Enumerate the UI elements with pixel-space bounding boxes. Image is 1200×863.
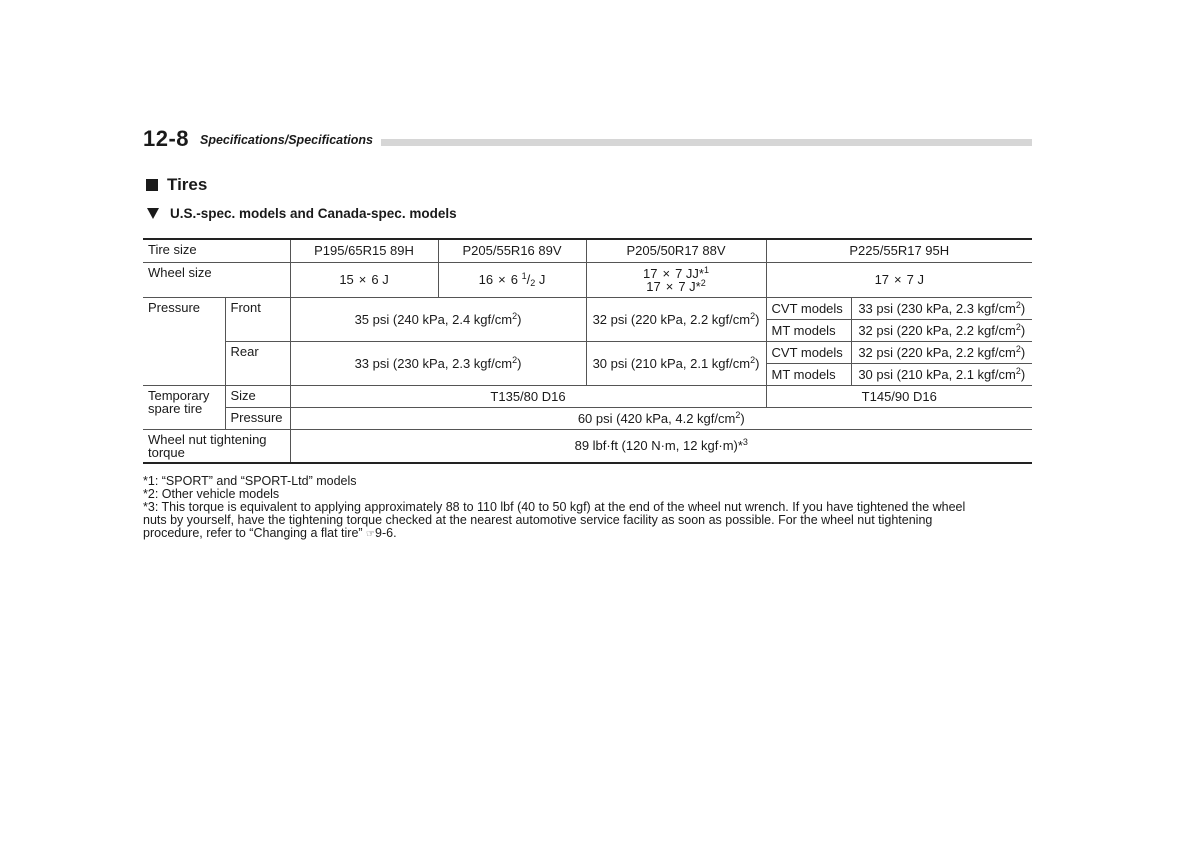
footnote-1: *1: “SPORT” and “SPORT-Ltd” models <box>143 474 357 488</box>
tire-size-cell: P205/55R16 89V <box>438 239 586 262</box>
wheel-size-cell: 15 × 6 J <box>290 262 438 297</box>
rear-pressure-cell: 33 psi (230 kPa, 2.3 kgf/$cm^2$) <box>290 341 586 385</box>
section-title <box>146 175 207 195</box>
header-title: Specifications/Specifications <box>200 133 373 147</box>
rear-pressure-cell: 30 psi (210 kPa, 2.1 kgf/$cm^2$) <box>851 363 1032 385</box>
wheel-size-cell: 17 × 7 J <box>766 262 1032 297</box>
footnote-3-line3: procedure, refer to “Changing a flat tire” ☞9-6. <box>143 526 397 540</box>
front-pressure-cell: 33 psi (230 kPa, 2.3 kgf/$cm^2$) <box>851 297 1032 319</box>
triangle-down-icon <box>147 208 159 219</box>
page-reference-icon: ☞ <box>366 529 376 540</box>
square-bullet-icon <box>146 179 158 191</box>
footnote-2: *2: Other vehicle models <box>143 487 280 501</box>
torque-label: Wheel nut tightening torque <box>143 429 290 463</box>
multiply-icon: × <box>665 278 674 294</box>
header-rule <box>381 139 1032 146</box>
torque-value-cell: 89 lbf·ft (120 N·m, 12 kgf·m)*$^3$ <box>290 429 1032 463</box>
spare-size-cell: T135/80 D16 <box>290 385 766 407</box>
footnotes <box>143 475 1033 541</box>
cvt-models-label: CVT models <box>766 341 851 363</box>
size-label: Size <box>225 385 290 407</box>
tire-size-cell: P195/65R15 89H <box>290 239 438 262</box>
multiply-icon: × <box>358 272 367 287</box>
page-header <box>143 126 1032 152</box>
front-pressure-cell: 32 psi (220 kPa, 2.2 kgf/$cm^2$) <box>586 297 766 341</box>
spare-pressure-label: Pressure <box>225 407 290 429</box>
multiply-icon: × <box>894 272 902 287</box>
wheel-size-cell: 17 × 7 JJ*$^1$ 17 × 7 J*$^2$ <box>586 262 766 297</box>
spare-size-cell: T145/90 D16 <box>766 385 1032 407</box>
rear-pressure-row <box>143 341 1032 363</box>
multiply-icon: × <box>498 272 506 287</box>
tire-size-cell: P225/55R17 95H <box>766 239 1032 262</box>
front-pressure-cell: 35 psi (240 kPa, 2.4 kgf/$cm^2$) <box>290 297 586 341</box>
rear-pressure-cell: 30 psi (210 kPa, 2.1 kgf/$cm^2$) <box>586 341 766 385</box>
spare-pressure-row <box>143 407 1032 429</box>
temporary-spare-label: Temporary spare tire <box>143 385 225 429</box>
rear-label: Rear <box>225 341 290 385</box>
cvt-models-label: CVT models <box>766 297 851 319</box>
tire-size-label: Tire size <box>143 239 290 262</box>
multiply-icon: × <box>662 265 671 281</box>
wheel-size-cell: 16 × 6 $^1/_2$ J <box>438 262 586 297</box>
sub-title-text: U.S.-spec. models and Canada-spec. models <box>170 206 457 221</box>
mt-models-label: MT models <box>766 363 851 385</box>
tire-spec-table <box>143 238 1032 464</box>
front-pressure-cell: 32 psi (220 kPa, 2.2 kgf/$cm^2$) <box>851 319 1032 341</box>
front-pressure-row <box>143 297 1032 319</box>
section-title-text: Tires <box>167 175 208 194</box>
tire-size-row <box>143 239 1032 262</box>
sub-title <box>146 206 457 221</box>
mt-models-label: MT models <box>766 319 851 341</box>
footnote-3-line1: *3: This torque is equivalent to applying approximately 88 to 110 lbf (40 to 50 kgf) at the end of the wheel nut wrench. If you have tightened the wheel <box>143 500 966 514</box>
torque-row <box>143 429 1032 463</box>
wheel-size-label: Wheel size <box>143 262 290 297</box>
footnote-3-line2: nuts by yourself, have the tightening torque checked at the nearest automotive service facility as soon as possible. For the wheel nut tightening <box>143 513 933 527</box>
front-label: Front <box>225 297 290 341</box>
rear-pressure-cell: 32 psi (220 kPa, 2.2 kgf/$cm^2$) <box>851 341 1032 363</box>
pressure-label: Pressure <box>143 297 225 385</box>
wheel-size-row <box>143 262 1032 297</box>
page-number: 12-8 <box>143 126 190 151</box>
spare-pressure-cell: 60 psi (420 kPa, 4.2 kgf/$cm^2$) <box>290 407 1032 429</box>
tire-size-cell: P205/50R17 88V <box>586 239 766 262</box>
spare-size-row <box>143 385 1032 407</box>
